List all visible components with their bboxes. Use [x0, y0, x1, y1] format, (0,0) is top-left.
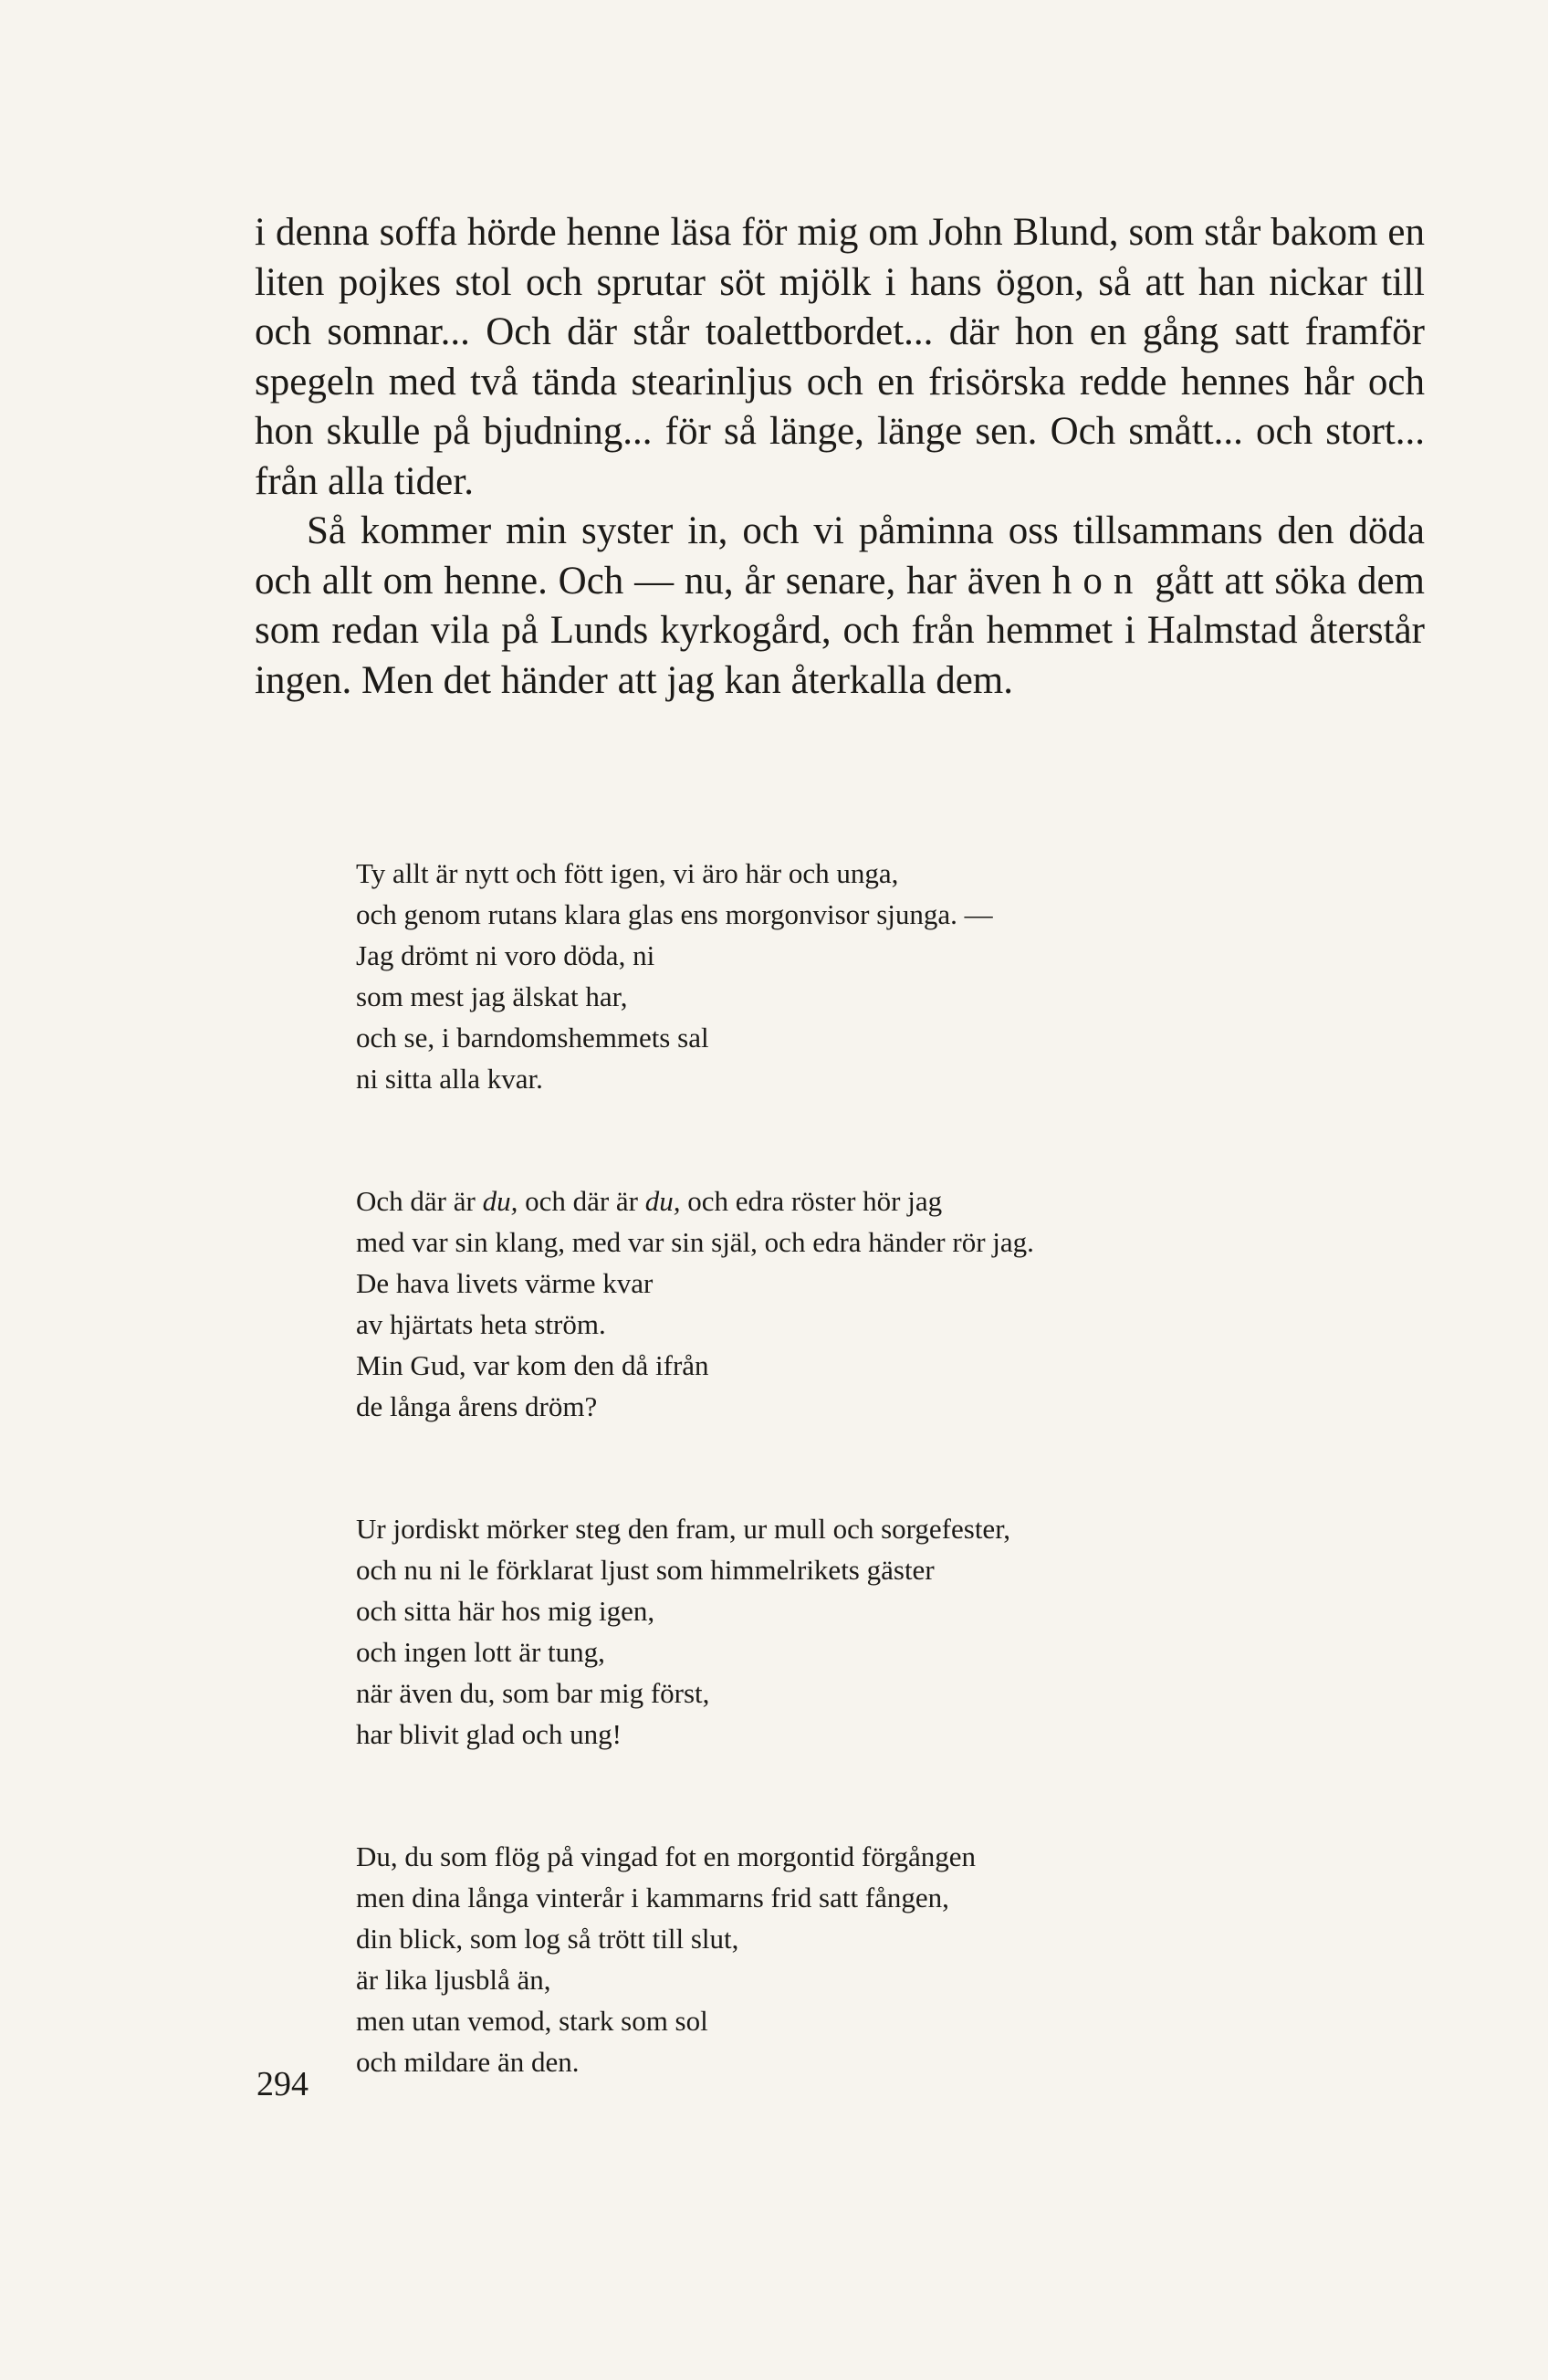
poem-line: och ingen lott är tung, — [356, 1636, 605, 1668]
poem-line: men utan vemod, stark som sol — [356, 2005, 708, 2037]
poem-line: av hjärtats heta ström. — [356, 1308, 606, 1340]
poem-line: ni sitta alla kvar. — [356, 1063, 543, 1095]
poem-line-text: och där är — [518, 1185, 645, 1217]
poem-line: Jag drömt ni voro döda, ni — [356, 939, 655, 971]
italic-word: du, — [644, 1185, 681, 1217]
poem — [356, 853, 1396, 2082]
poem-stanza — [356, 1180, 1396, 1427]
poem-stanza — [356, 1508, 1396, 1755]
poem-line — [356, 1180, 1396, 1221]
poem-line-text: Och där är — [356, 1185, 483, 1217]
poem-line: och sitta här hos mig igen, — [356, 1595, 655, 1627]
poem-line: Ur jordiskt mörker steg den fram, ur mull och sorgefester, — [356, 1513, 1011, 1545]
poem-line: de långa årens dröm? — [356, 1390, 598, 1422]
emphasized-word: hon — [1051, 559, 1145, 603]
poem-line: med var sin klang, med var sin själ, och edra händer rör jag. — [356, 1226, 1034, 1258]
poem-line: men dina långa vinterår i kammarns frid satt fången, — [356, 1882, 949, 1913]
poem-line: är lika ljusblå än, — [356, 1964, 551, 1996]
poem-line-text: och edra röster hör jag — [680, 1185, 943, 1217]
paragraph — [255, 507, 1425, 706]
prose-text — [255, 208, 1425, 706]
poem-line: när även du, som bar mig först, — [356, 1677, 710, 1709]
poem-stanza — [356, 1836, 1396, 2082]
page-number: 294 — [256, 2065, 309, 2103]
poem-line: Min Gud, var kom den då ifrån — [356, 1349, 709, 1381]
paragraph-text: gått att söka dem som redan vila på Lunds kyrkogård, och från hemmet i Halmstad återstår ingen. Men det händer att jag kan återkalla dem. — [255, 559, 1425, 702]
poem-line: De hava livets värme kvar — [356, 1267, 654, 1299]
poem-line: har blivit glad och ung! — [356, 1718, 622, 1750]
poem-line: Du, du som flög på vingad fot en morgontid förgången — [356, 1840, 977, 1872]
paragraph: i denna soffa hörde henne läsa för mig om John Blund, som står bakom en liten pojkes stol och sprutar söt mjölk i hans ögon, så att han nickar till och somnar... Och där står toalettbordet... där hon en gång satt framför spegeln med två tända stearinljus och en frisörska redde hennes hår och hon skulle på bjudning... för så länge, länge sen. Och smått... och stort... från alla tider. — [255, 211, 1425, 503]
italic-word: du, — [482, 1185, 518, 1217]
paragraph-text: Så kommer min syster in, och vi påminna oss tillsammans den döda och allt om henne. Och — nu, år senare, har även — [255, 509, 1425, 603]
poem-line: som mest jag älskat har, — [356, 980, 628, 1012]
poem-line: och mildare än den. — [356, 2046, 580, 2078]
poem-stanza — [356, 853, 1396, 1099]
poem-line: och se, i barndomshemmets sal — [356, 1022, 709, 1054]
poem-line: och nu ni le förklarat ljust som himmelrikets gäster — [356, 1554, 935, 1586]
poem-line: din blick, som log så trött till slut, — [356, 1923, 739, 1955]
poem-line: och genom rutans klara glas ens morgonvisor sjunga. — — [356, 898, 993, 930]
poem-line: Ty allt är nytt och fött igen, vi äro här och unga, — [356, 857, 899, 889]
